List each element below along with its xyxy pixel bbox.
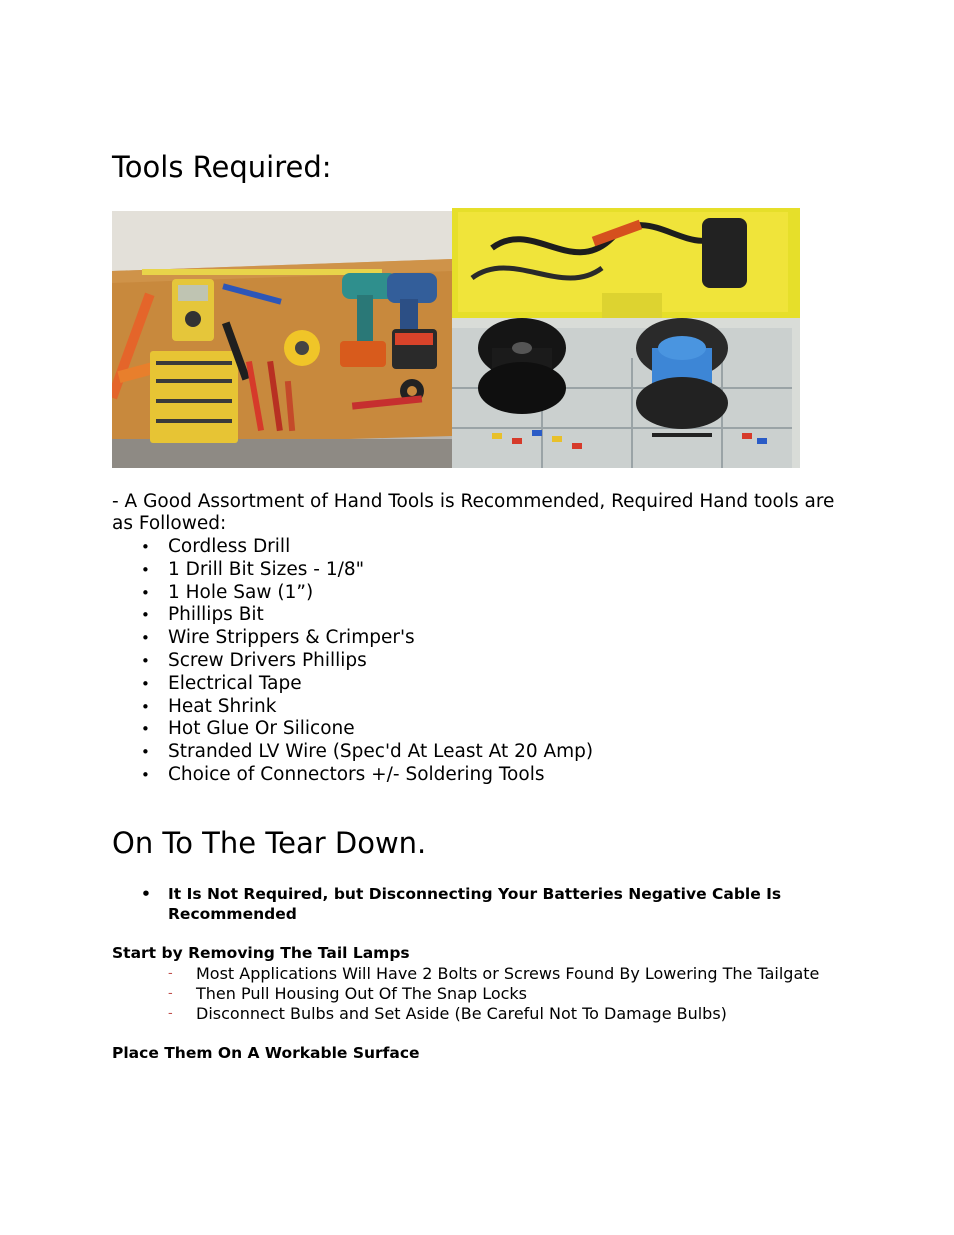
tool-item: • Screw Drivers Phillips bbox=[168, 650, 593, 673]
tools-list bbox=[112, 536, 593, 787]
tail-lamps-step: - Most Applications Will Have 2 Bolts or Screws Found By Lowering The Tailgate bbox=[196, 964, 819, 984]
tool-item: • Phillips Bit bbox=[168, 604, 593, 627]
tool-item: • 1 Hole Saw (1”) bbox=[168, 582, 593, 605]
tool-item: • Wire Strippers & Crimper's bbox=[168, 627, 593, 650]
tool-item: • Electrical Tape bbox=[168, 673, 593, 696]
tail-lamps-heading: Start by Removing The Tail Lamps bbox=[112, 944, 410, 962]
tear-down-heading: On To The Tear Down. bbox=[112, 826, 427, 860]
tail-lamps-steps bbox=[112, 964, 819, 1024]
tool-item: • Heat Shrink bbox=[168, 696, 593, 719]
tool-item: • Cordless Drill bbox=[168, 536, 593, 559]
tools-required-heading: Tools Required: bbox=[112, 150, 332, 184]
tool-item: • Stranded LV Wire (Spec'd At Least At 20 Amp) bbox=[168, 741, 593, 764]
tail-lamps-step: - Then Pull Housing Out Of The Snap Locks bbox=[196, 984, 819, 1004]
workbench-tools-photo bbox=[112, 211, 452, 468]
tools-photos bbox=[112, 208, 800, 468]
tool-item: • Choice of Connectors +/- Soldering Tools bbox=[168, 764, 593, 787]
intro-text: - A Good Assortment of Hand Tools is Recommended, Required Hand tools are as Followed: bbox=[112, 491, 835, 534]
tail-lamps-step: - Disconnect Bulbs and Set Aside (Be Careful Not To Damage Bulbs) bbox=[196, 1004, 819, 1024]
teardown-notes-list bbox=[112, 884, 858, 924]
tool-item: • 1 Drill Bit Sizes - 1/8" bbox=[168, 559, 593, 582]
teardown-note: • It Is Not Required, but Disconnecting Your Batteries Negative Cable Is Recommended bbox=[168, 884, 858, 924]
tool-item: • Hot Glue Or Silicone bbox=[168, 718, 593, 741]
workable-surface-heading: Place Them On A Workable Surface bbox=[112, 1044, 420, 1062]
toolbox-wire-spools-photo bbox=[452, 208, 800, 468]
